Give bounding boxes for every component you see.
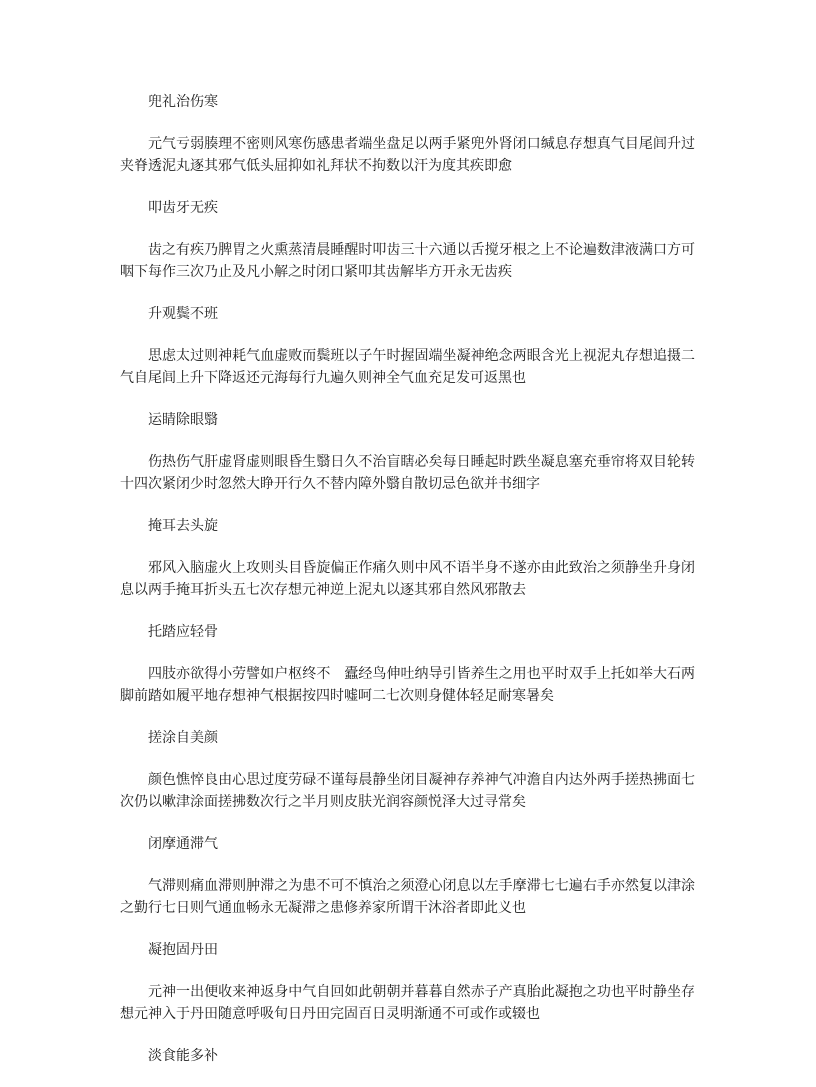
section-heading: 兜礼治伤寒	[148, 94, 218, 110]
section-heading: 闭摩通滞气	[148, 836, 218, 852]
section-heading: 掩耳去头旋	[148, 518, 218, 534]
section-paragraph: 思虑太过则神耗气血虚败而鬓班以子午时握固端坐凝神绝念两眼含光上视泥丸存想追摄二气自尾闾上升下降返还元海每行九遍久则神全气血充足发可返黑也	[120, 348, 695, 386]
section-paragraph: 邪风入脑虚火上攻则头目昏旋偏正作痛久则中风不语半身不遂亦由此致治之须静坐升身闭息以两手掩耳折头五七次存想元神逆上泥丸以逐其邪自然风邪散去	[120, 560, 695, 598]
section-paragraph: 颜色憔悴良由心思过度劳碌不谨每晨静坐闭目凝神存养神气冲澹自内达外两手搓热拂面七次仍以嗽津涂面搓拂数次行之半月则皮肤光润容颜悦泽大过寻常矣	[120, 772, 695, 810]
section-heading: 叩齿牙无疾	[148, 200, 218, 216]
section-heading: 搓涂自美颜	[148, 730, 218, 746]
section-heading: 淡食能多补	[148, 1048, 218, 1064]
section-heading: 托踏应轻骨	[148, 624, 218, 640]
document-page	[120, 91, 695, 1087]
section-paragraph: 伤热伤气肝虚肾虚则眼昏生翳日久不治盲瞎必矣每日睡起时跌坐凝息塞充垂帘将双目轮转十四次紧闭少时忽然大睁开行久不替内障外翳自散切忌色欲并书细字	[120, 454, 695, 492]
section-heading: 运睛除眼翳	[148, 412, 218, 428]
section-heading: 凝抱固丹田	[148, 942, 218, 958]
section-paragraph: 齿之有疾乃脾胃之火熏蒸清晨睡醒时叩齿三十六通以舌搅牙根之上不论遍数津液满口方可咽下每作三次乃止及凡小解之时闭口紧叩其齿解毕方开永无齿疾	[120, 242, 695, 280]
section-paragraph: 元神一出便收来神返身中气自回如此朝朝并暮暮自然赤子产真胎此凝抱之功也平时静坐存想元神入于丹田随意呼吸旬日丹田完固百日灵明渐通不可或作或辍也	[120, 984, 695, 1022]
section-paragraph: 气滞则痛血滞则肿滞之为患不可不慎治之须澄心闭息以左手摩滞七七遍右手亦然复以津涂之勤行七日则气通血畅永无凝滞之患修养家所谓干沐浴者即此义也	[120, 878, 695, 916]
section-paragraph: 四肢亦欲得小劳譬如户枢终不 蠹经鸟伸吐纳导引皆养生之用也平时双手上托如举大石两脚前踏如履平地存想神气根据按四时嘘呵二七次则身健体轻足耐寒暑矣	[120, 666, 695, 704]
section-heading: 升观鬓不班	[148, 306, 218, 322]
section-paragraph: 元气亏弱腠理不密则风寒伤感患者端坐盘足以两手紧兜外肾闭口缄息存想真气目尾闾升过夹脊透泥丸逐其邪气低头屈抑如礼拜状不拘数以汗为度其疾即愈	[120, 136, 695, 174]
